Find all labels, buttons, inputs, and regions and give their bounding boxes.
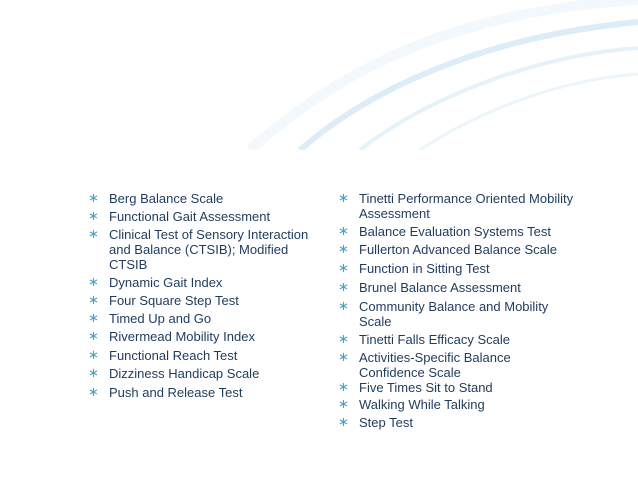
asterisk-icon: ∗: [338, 224, 349, 239]
list-item: [334, 261, 574, 276]
asterisk-icon: ∗: [338, 332, 349, 347]
decorative-swoosh: [0, 0, 638, 150]
list-item: [84, 275, 312, 290]
list-item-label: Tinetti Falls Efficacy Scale: [359, 332, 510, 347]
list-item: [84, 293, 312, 308]
list-item: [84, 209, 312, 224]
asterisk-icon: ∗: [88, 311, 99, 326]
list-item-label: Fullerton Advanced Balance Scale: [359, 242, 558, 257]
asterisk-icon: ∗: [338, 350, 349, 365]
list-item-label: Clinical Test of Sensory Interaction and Balance (CTSIB); Modified CTSIB: [109, 227, 309, 272]
asterisk-icon: ∗: [88, 385, 99, 400]
list-item: [84, 348, 312, 363]
asterisk-icon: ∗: [338, 415, 349, 430]
list-item: [334, 415, 574, 430]
list-item: [334, 280, 574, 295]
list-item: [84, 311, 312, 326]
asterisk-icon: ∗: [88, 348, 99, 363]
list-item-label: Push and Release Test: [109, 385, 243, 400]
asterisk-icon: ∗: [88, 209, 99, 224]
list-item: [334, 299, 574, 329]
list-item: [334, 332, 574, 347]
asterisk-icon: ∗: [88, 191, 99, 206]
list-item: [84, 191, 312, 206]
list-item-label: Functional Gait Assessment: [109, 209, 271, 224]
list-item-label: Berg Balance Scale: [109, 191, 224, 206]
list-item-label: Walking While Talking: [359, 397, 485, 412]
asterisk-icon: ∗: [338, 261, 349, 276]
list-item-label: Five Times Sit to Stand: [359, 380, 493, 395]
asterisk-icon: ∗: [338, 299, 349, 314]
list-item: [334, 242, 574, 257]
list-item: [84, 227, 312, 272]
list-item-label: Dizziness Handicap Scale: [109, 366, 260, 381]
asterisk-icon: ∗: [88, 275, 99, 290]
list-item-label: Rivermead Mobility Index: [109, 329, 255, 344]
asterisk-icon: ∗: [338, 191, 349, 206]
asterisk-icon: ∗: [88, 329, 99, 344]
asterisk-icon: ∗: [338, 280, 349, 295]
list-item-label: Community Balance and Mobility Scale: [359, 299, 549, 329]
list-item-label: Timed Up and Go: [109, 311, 212, 326]
list-item-label: Four Square Step Test: [109, 293, 239, 308]
list-item: [334, 224, 574, 239]
list-item-label: Brunel Balance Assessment: [359, 280, 521, 295]
asterisk-icon: ∗: [88, 366, 99, 381]
list-item-label: Step Test: [359, 415, 413, 430]
list-item: [84, 329, 312, 344]
list-item-label: Function in Sitting Test: [359, 261, 490, 276]
list-item-label: Balance Evaluation Systems Test: [359, 224, 551, 239]
list-item-label: Tinetti Performance Oriented Mobility Assessment: [359, 191, 574, 221]
list-item: [334, 380, 574, 395]
list-item: [334, 191, 574, 221]
list-item-label: Functional Reach Test: [109, 348, 238, 363]
asterisk-icon: ∗: [88, 293, 99, 308]
asterisk-icon: ∗: [338, 242, 349, 257]
asterisk-icon: ∗: [88, 227, 99, 242]
list-item: [84, 385, 312, 400]
list-item: [334, 350, 574, 380]
list-item-label: Activities-Specific Balance Confidence Scale: [359, 350, 511, 380]
asterisk-icon: ∗: [338, 397, 349, 412]
list-item: [84, 366, 312, 381]
list-item: [334, 397, 574, 412]
asterisk-icon: ∗: [338, 380, 349, 395]
list-item-label: Dynamic Gait Index: [109, 275, 223, 290]
